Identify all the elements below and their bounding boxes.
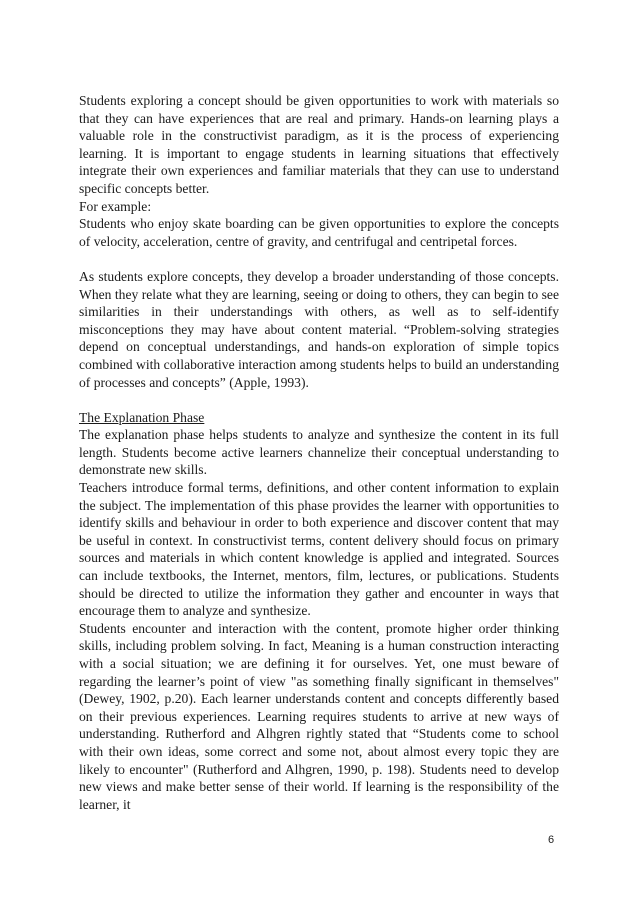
page-number: 6 [548,834,555,846]
paragraph-for-example: For example: [79,198,152,214]
section-heading-explanation-phase: The Explanation Phase [79,409,205,425]
paragraph-exploring-concepts: As students explore concepts, they develop a broader understanding of those concepts. When they relate what they are learning, seeing or doing to others, they can begin to see similarities in their understandings with others, as well as to self-identify misconceptions they may have about content material. “Problem-solving strategies depend on conceptual understandings, and hands-on exploration of simple topics combined with collaborative interaction among students helps to build an understanding of processes and concepts” (Apple, 1993). [79,268,559,390]
paragraph-explanation-phase-intro: The explanation phase helps students to analyze and synthesize the content in its full length. Students become active learners channelize their conceptual understanding to demonstrate new skills. [79,427,559,478]
paragraph-hands-on-learning: Students exploring a concept should be given opportunities to work with materials so that they can have experiences that are real and primary. Hands-on learning plays a valuable role in the constructivist paradigm, as it is the process of experiencing learning. It is important to engage students in learning situations that effectively integrate their own experiences and familiar materials that they can use to understand specific concepts better. [79,93,559,196]
paragraph-students-encounter: Students encounter and interaction with the content, promote higher order thinking skills, including problem solving. In fact, Meaning is a human construction interacting with a social situation; we are defining it for ourselves. Yet, one must beware of regarding the learner’s point of view "as something finally significant in themselves" (Dewey, 1902, p.20). Each learner understands content and concepts differently based on their previous experiences. Learning requires students to arrive at new ways of understanding. Rutherford and Alhgren rightly stated that “Students come to school with their own ideas, some correct and some not, about almost every topic they are likely to encounter" (Rutherford and Alhgren, 1990, p. 198). Students need to develop new views and make better sense of their world. If learning is the responsibility of the learner, it [79,620,559,812]
document-body [79,92,559,813]
paragraph-spacer [79,250,559,268]
paragraph-spacer [79,391,559,409]
paragraph-teachers-introduce: Teachers introduce formal terms, definitions, and other content information to explain the subject. The implementation of this phase provides the learner with opportunities to identify skills and behaviour in order to both experience and discover content that may be useful in context. In constructivist terms, content delivery should focus on primary sources and materials in which content knowledge is applied and integrated. Sources can include textbooks, the Internet, mentors, film, lectures, or publications. Students should be directed to utilize the information they gather and encounter in ways that encourage them to analyze and synthesize. [79,480,559,619]
paragraph-skateboarding-example: Students who enjoy skate boarding can be given opportunities to explore the concepts of velocity, acceleration, centre of gravity, and centrifugal and centripetal forces. [79,216,559,249]
